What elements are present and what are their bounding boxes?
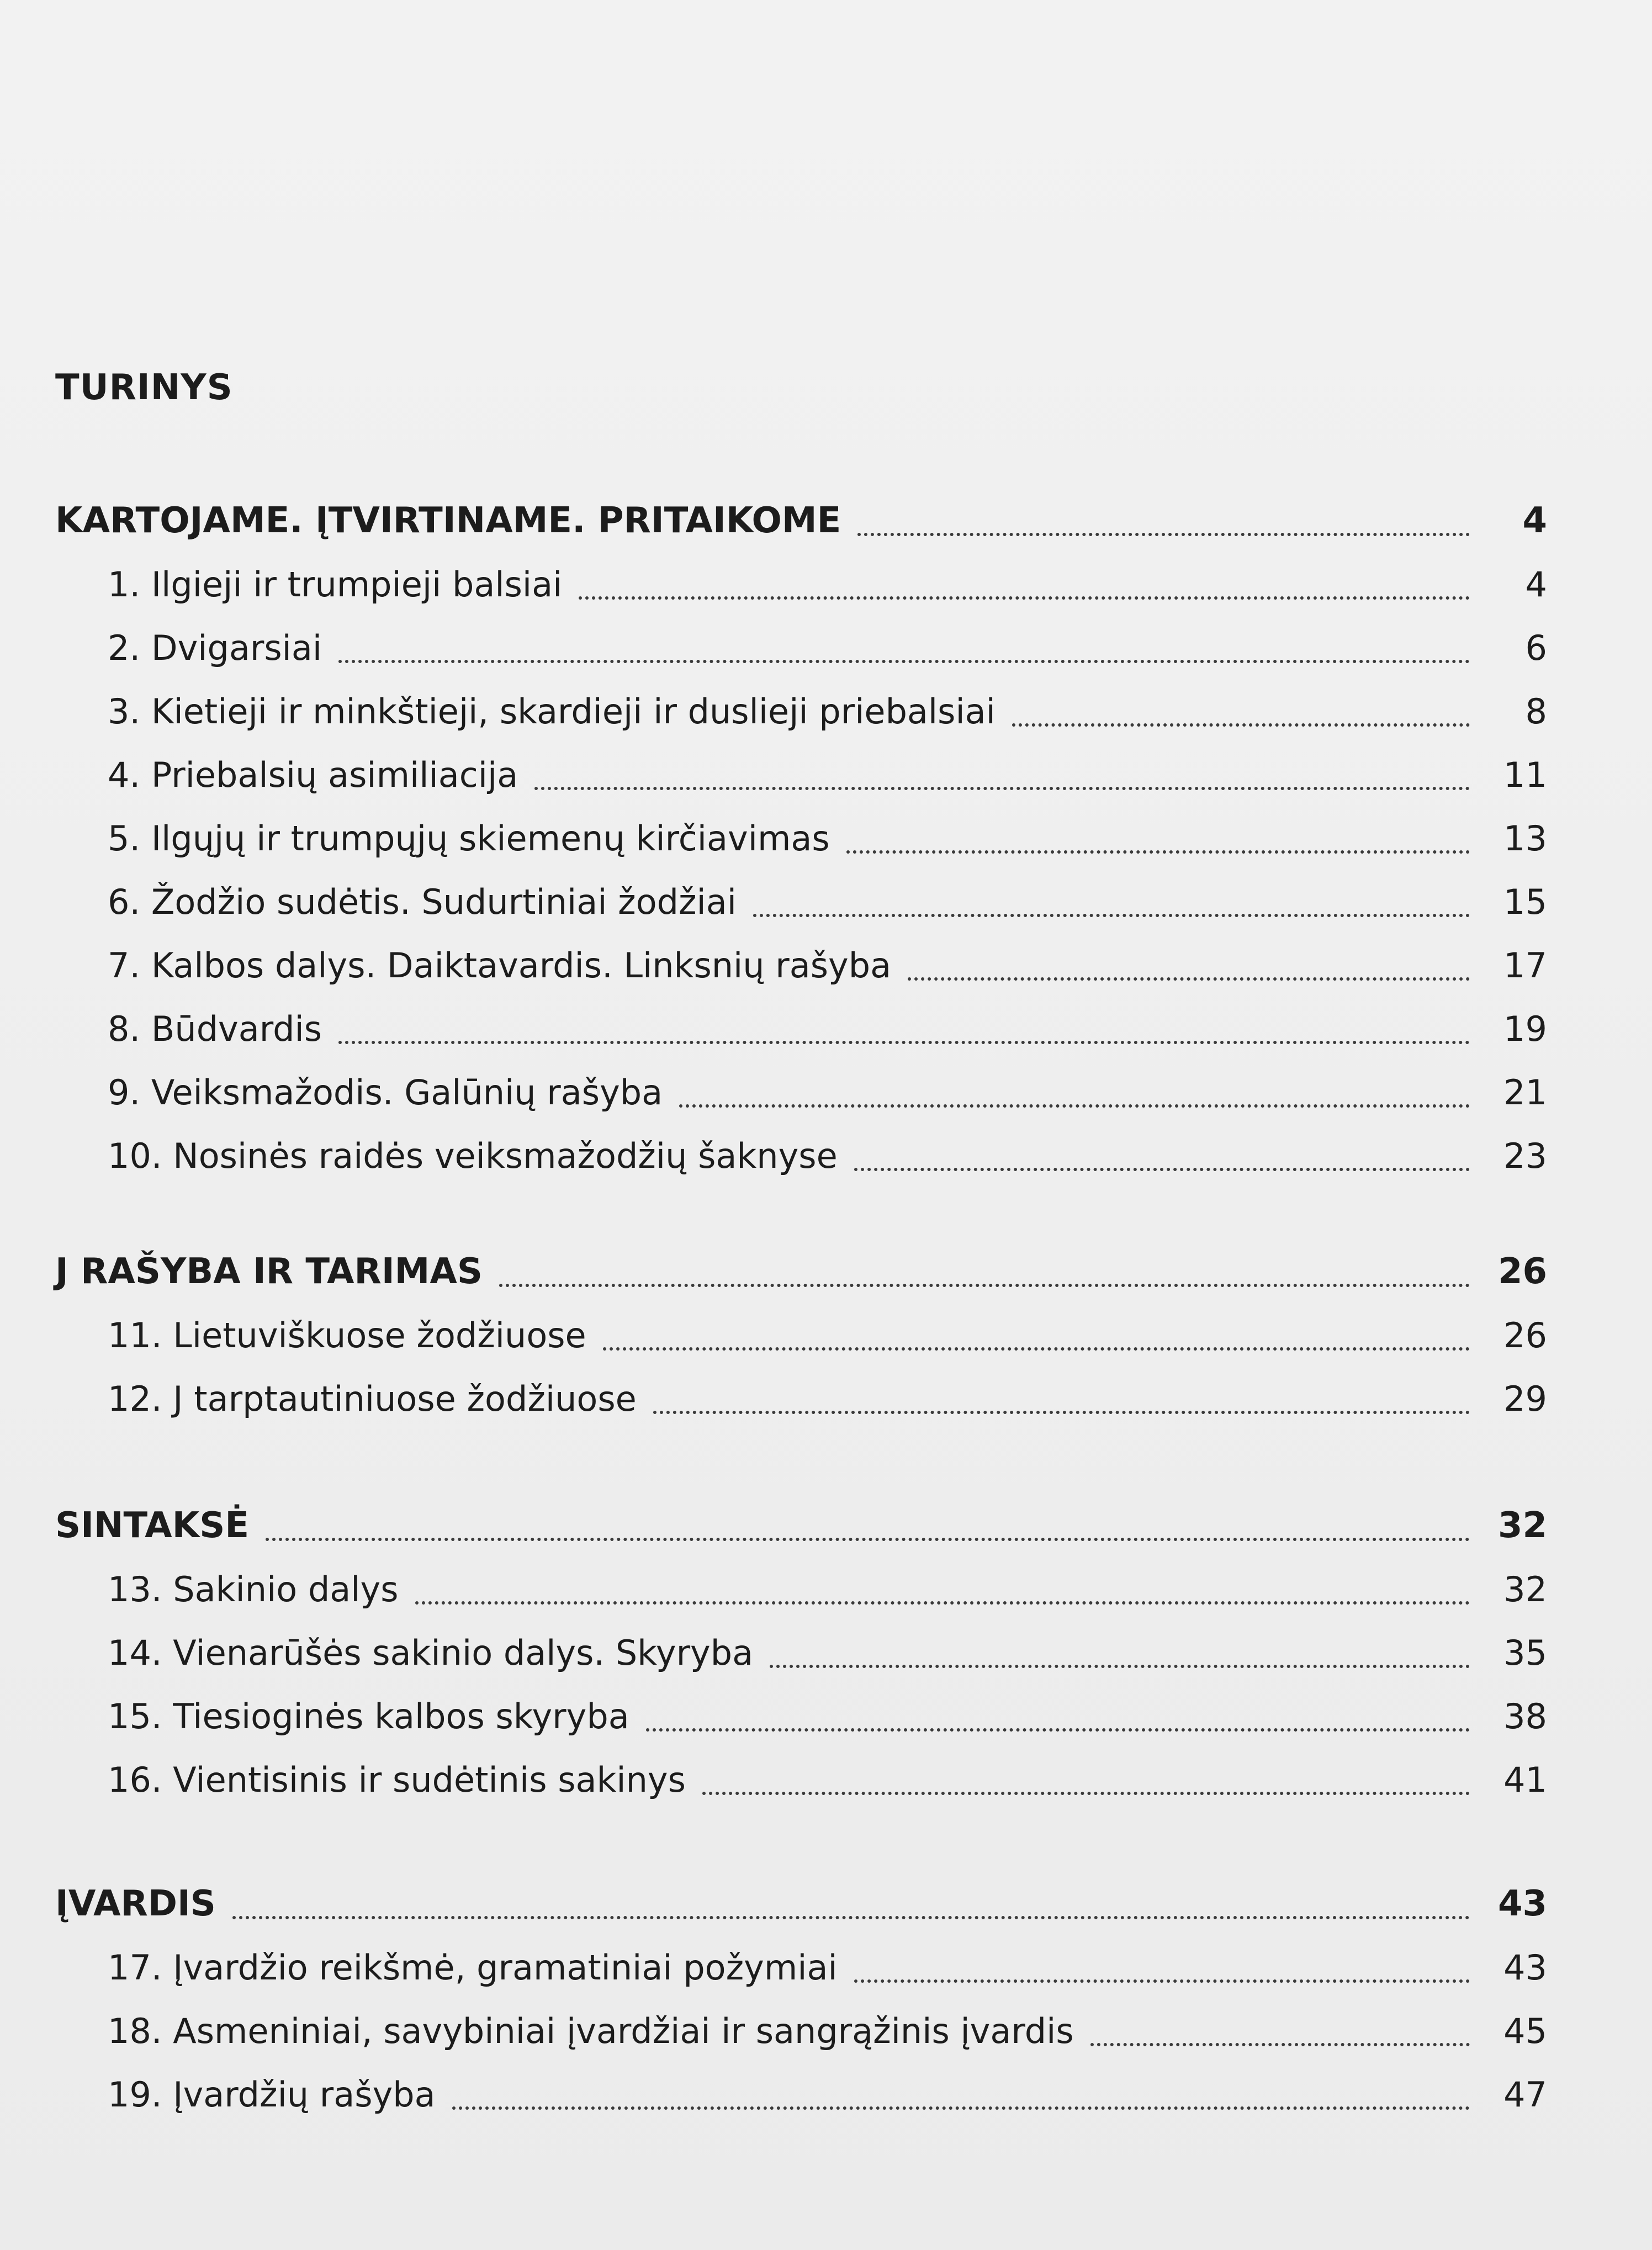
- dot-leader: [854, 1168, 1470, 1171]
- toc-item: [0, 991, 1652, 1049]
- dot-leader: [653, 1411, 1470, 1414]
- page-number: 19: [1503, 1009, 1547, 1049]
- item-title: 13. Sakinio dalys: [108, 1569, 399, 1610]
- page-number: 41: [1503, 1760, 1547, 1800]
- item-title: 15. Tiesioginės kalbos skyryba: [108, 1696, 629, 1737]
- page-number: 11: [1503, 755, 1547, 795]
- item-title: 19. Įvardžių rašyba: [108, 2074, 436, 2115]
- toc-item: [0, 1930, 1652, 1988]
- toc-item: [0, 1679, 1652, 1737]
- page-number: 26: [1503, 1315, 1547, 1356]
- toc-section: [0, 1488, 1652, 1546]
- item-title: 2. Dvigarsiai: [108, 628, 322, 668]
- toc-section: [0, 483, 1652, 541]
- dot-leader: [753, 914, 1470, 917]
- page-number: 45: [1503, 2011, 1547, 2051]
- item-title: 12. J tarptautiniuose žodžiuose: [108, 1379, 637, 1419]
- dot-leader: [579, 596, 1470, 600]
- item-title: 6. Žodžio sudėtis. Sudurtiniai žodžiai: [108, 882, 737, 922]
- page-number: 8: [1525, 691, 1547, 732]
- item-title: 9. Veiksmažodis. Galūnių rašyba: [108, 1072, 663, 1113]
- dot-leader: [232, 1916, 1470, 1919]
- item-title: 3. Kietieji ir minkštieji, skardieji ir duslieji priebalsiai: [108, 691, 996, 732]
- item-title: 17. Įvardžio reikšmė, gramatiniai požymiai: [108, 1947, 838, 1988]
- dot-leader: [415, 1601, 1470, 1605]
- dot-leader: [452, 2106, 1470, 2110]
- item-title: 4. Priebalsių asimiliacija: [108, 755, 518, 795]
- toc-item: [0, 610, 1652, 668]
- page-number: 29: [1503, 1379, 1547, 1419]
- page-number: 38: [1503, 1696, 1547, 1737]
- dot-leader: [854, 1979, 1470, 1983]
- toc-item: [0, 1118, 1652, 1176]
- toc-item: [0, 547, 1652, 605]
- toc-item: [0, 1993, 1652, 2051]
- page-number: 23: [1503, 1136, 1547, 1176]
- dot-leader: [702, 1792, 1470, 1795]
- page-number: 35: [1503, 1633, 1547, 1673]
- section-title: J RAŠYBA IR TARIMAS: [55, 1251, 483, 1292]
- dot-leader: [1012, 723, 1470, 727]
- page-number: 4: [1525, 564, 1547, 605]
- dot-leader: [770, 1665, 1470, 1668]
- page-number: 21: [1503, 1072, 1547, 1113]
- dot-leader: [338, 1041, 1470, 1044]
- dot-leader: [266, 1538, 1470, 1541]
- toc-item: [0, 1361, 1652, 1419]
- item-title: 10. Nosinės raidės veiksmažodžių šaknyse: [108, 1136, 838, 1176]
- page-number: 15: [1503, 882, 1547, 922]
- dot-leader: [499, 1284, 1470, 1287]
- toc-item: [0, 1615, 1652, 1673]
- dot-leader: [646, 1728, 1470, 1732]
- page-number: 43: [1503, 1947, 1547, 1988]
- dot-leader: [857, 533, 1470, 536]
- item-title: 18. Asmeniniai, savybiniai įvardžiai ir sangrąžinis įvardis: [108, 2011, 1074, 2051]
- toc-item: [0, 864, 1652, 922]
- dot-leader: [534, 787, 1470, 790]
- page-number: 6: [1525, 628, 1547, 668]
- toc-item: [0, 1055, 1652, 1113]
- toc-item: [0, 1552, 1652, 1610]
- page-number: 13: [1503, 818, 1547, 859]
- page-number: 47: [1503, 2074, 1547, 2115]
- item-title: 14. Vienarūšės sakinio dalys. Skyryba: [108, 1633, 754, 1673]
- dot-leader: [908, 977, 1470, 981]
- toc-item: [0, 801, 1652, 859]
- toc-section: [0, 1866, 1652, 1924]
- page-number: 26: [1497, 1251, 1547, 1292]
- page-number: 4: [1522, 500, 1547, 541]
- dot-leader: [338, 660, 1470, 663]
- toc-title: TURINYS: [55, 367, 233, 408]
- page-number: 32: [1503, 1569, 1547, 1610]
- toc-section: [0, 1234, 1652, 1292]
- toc-item: [0, 1298, 1652, 1356]
- item-title: 11. Lietuviškuose žodžiuose: [108, 1315, 586, 1356]
- item-title: 1. Ilgieji ir trumpieji balsiai: [108, 564, 563, 605]
- toc-item: [0, 1742, 1652, 1800]
- item-title: 8. Būdvardis: [108, 1009, 322, 1049]
- page-number: 17: [1503, 945, 1547, 986]
- toc-item: [0, 2057, 1652, 2115]
- dot-leader: [1090, 2043, 1470, 2046]
- toc-item: [0, 928, 1652, 986]
- dot-leader: [603, 1347, 1470, 1351]
- section-title: KARTOJAME. ĮTVIRTINAME. PRITAIKOME: [55, 500, 841, 541]
- item-title: 16. Vientisinis ir sudėtinis sakinys: [108, 1760, 686, 1800]
- section-title: SINTAKSĖ: [55, 1505, 250, 1546]
- page-number: 43: [1497, 1883, 1547, 1924]
- page-number: 32: [1497, 1505, 1547, 1546]
- dot-leader: [846, 850, 1470, 854]
- item-title: 7. Kalbos dalys. Daiktavardis. Linksnių rašyba: [108, 945, 892, 986]
- dot-leader: [679, 1104, 1470, 1108]
- toc-item: [0, 737, 1652, 795]
- item-title: 5. Ilgųjų ir trumpųjų skiemenų kirčiavimas: [108, 818, 830, 859]
- section-title: ĮVARDIS: [55, 1883, 216, 1924]
- toc-item: [0, 674, 1652, 732]
